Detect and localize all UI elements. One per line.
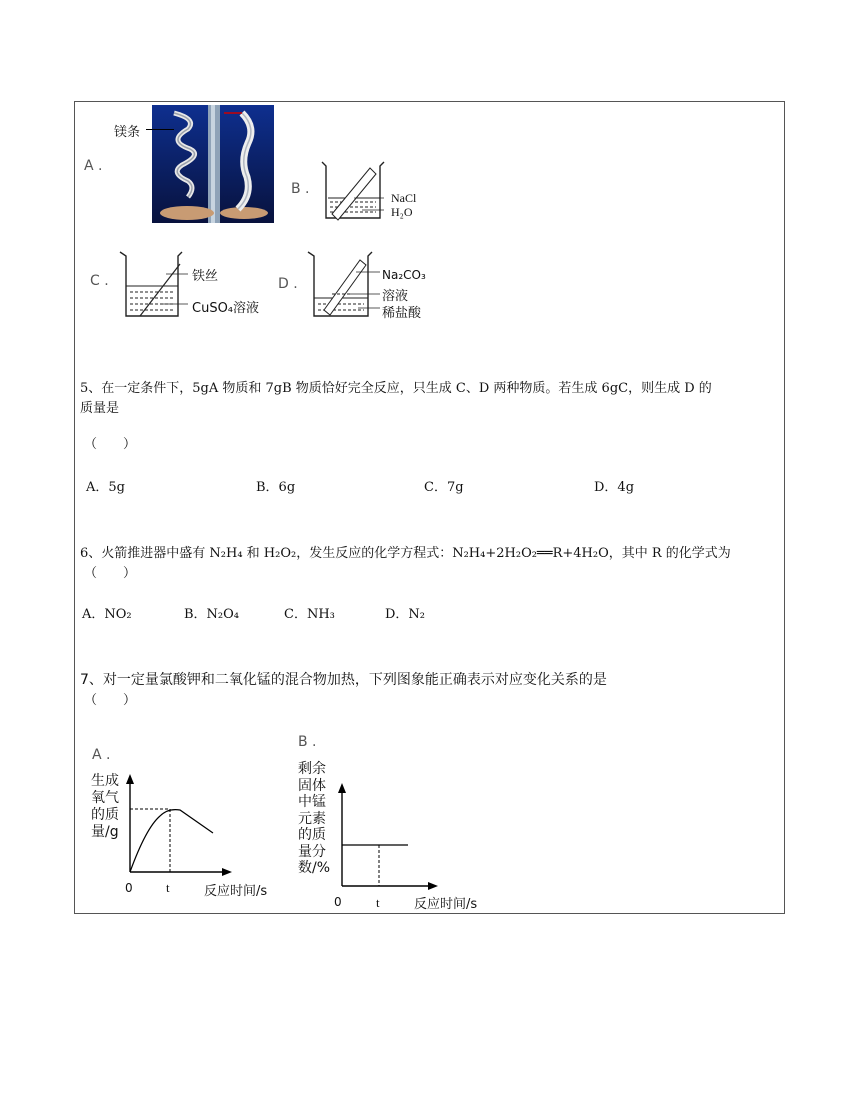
q6-option-d: D．N₂	[385, 607, 426, 622]
q4-option-b-label: B .	[291, 181, 310, 197]
q7-graph-b-xlabel: 反应时间/s	[414, 897, 478, 912]
x-axis-arrow	[428, 882, 438, 890]
q5-stem-line2: 质量是	[80, 401, 120, 416]
q4-option-d-label: D .	[278, 276, 298, 292]
y-axis-arrow	[126, 774, 134, 784]
q6-option-c: C．NH₃	[284, 607, 335, 622]
q5-option-c: C．7g	[424, 480, 464, 495]
q5-option-d: D．4g	[594, 480, 635, 495]
ylabel-line: 量分	[298, 843, 326, 860]
ylabel-line: 生成	[91, 773, 119, 789]
q4-d-label-na2co3: Na₂CO₃	[382, 268, 426, 282]
q4-option-d-beaker	[306, 250, 382, 320]
q5-option-b: B．6g	[256, 480, 296, 495]
ylabel-line: 元素	[298, 810, 326, 827]
q7-graph-a-ylabel	[91, 773, 119, 841]
q7-graph-b-ylabel	[298, 761, 330, 877]
q6-option-a: A．NO₂	[82, 607, 132, 622]
ylabel-line: 中锰	[298, 794, 326, 810]
q6-answer-paren: （ ）	[84, 566, 137, 581]
q7-graph-a-tick-t: t	[166, 880, 170, 895]
oxygen-curve	[130, 810, 213, 872]
q7-graph-a-label: A .	[92, 747, 111, 763]
q4-option-a-label: A .	[84, 158, 103, 174]
q7-graph-b-origin: 0	[334, 895, 342, 909]
q4-b-label-nacl: NaCl	[391, 191, 417, 205]
q7-graph-a-xlabel: 反应时间/s	[204, 884, 268, 899]
ylabel-line: 的质	[91, 807, 119, 823]
q6-stem-line1: 6、火箭推进器中盛有 N₂H₄ 和 H₂O₂，发生反应的化学方程式：N₂H₄+2H₂O₂══R+4H₂O，其中 R 的化学式为	[80, 546, 731, 561]
q5-option-a: A．5g	[86, 480, 125, 495]
q4-d-label-solution: 溶液	[382, 289, 409, 304]
q7-graph-b-plot	[332, 780, 442, 890]
q4-a-callout-magnesium: 镁条	[114, 125, 141, 140]
q6-option-b: B．N₂O₄	[184, 607, 240, 622]
q4-b-label-water: H₂O	[391, 205, 413, 219]
q7-graph-b-label: B .	[298, 734, 317, 750]
ylabel-line: 固体	[298, 777, 326, 794]
q4-d-label-dilute-hcl: 稀盐酸	[382, 306, 422, 321]
q4-option-c-label: C .	[90, 273, 109, 289]
x-axis-arrow	[222, 868, 232, 876]
ylabel-line: 量/g	[91, 824, 119, 840]
q7-graph-a-origin: 0	[125, 881, 133, 895]
ylabel-line: 数/%	[298, 860, 331, 876]
q7-graph-b-tick-t: t	[376, 895, 380, 910]
ylabel-line: 氧气	[91, 790, 119, 806]
y-axis-arrow	[338, 783, 346, 793]
q5-stem-line1: 5、在一定条件下，5gA 物质和 7gB 物质恰好完全反应，只生成 C、D 两种物质。若生成 6gC，则生成 D 的	[80, 381, 712, 396]
ylabel-line: 的质	[298, 827, 326, 843]
q7-stem-line1: 7、对一定量氯酸钾和二氧化锰的混合物加热，下列图象能正确表示对应变化关系的是	[80, 672, 607, 688]
q5-answer-paren: （ ）	[84, 437, 137, 452]
q7-answer-paren: （ ）	[84, 693, 137, 708]
q4-a-callout-line	[146, 129, 174, 130]
q4-c-label-cuso4: CuSO₄溶液	[192, 301, 260, 316]
q4-option-c-beaker	[118, 250, 190, 320]
q4-option-b-beaker	[318, 158, 390, 222]
q4-option-a-photo	[152, 105, 274, 223]
ylabel-line: 剩余	[298, 761, 326, 777]
q4-c-label-iron-wire: 铁丝	[192, 269, 219, 284]
q7-graph-a-plot	[120, 772, 235, 878]
